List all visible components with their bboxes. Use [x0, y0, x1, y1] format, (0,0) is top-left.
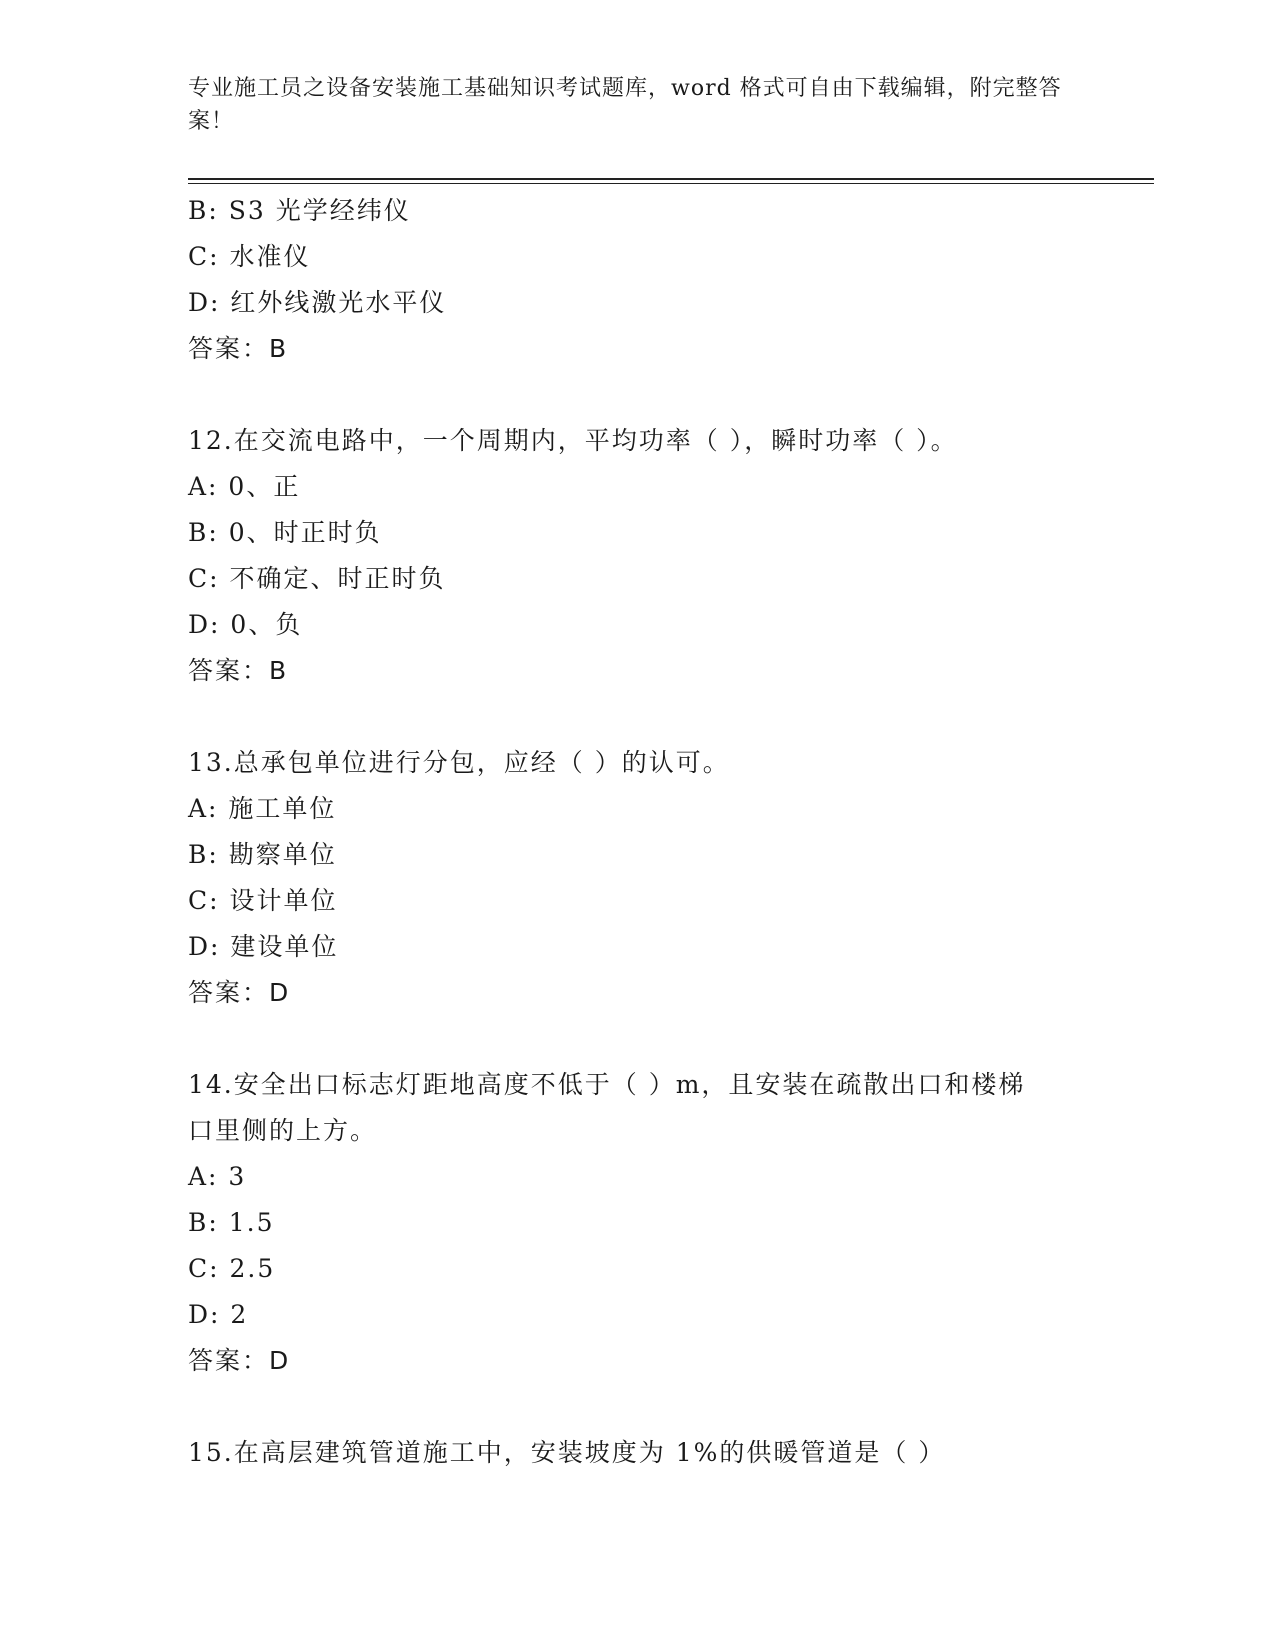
option-c: C: 不确定、时正时负 — [188, 564, 446, 593]
option-a: A: 0、正 — [188, 472, 301, 501]
header-rule-thick — [188, 178, 1154, 180]
option-d: D: 2 — [188, 1300, 249, 1329]
question-11-continued — [188, 188, 1088, 372]
spacer — [188, 1384, 1088, 1430]
option-d: D: 0、负 — [188, 610, 303, 639]
option-b: B: S3 光学经纬仪 — [188, 196, 411, 225]
option-a: A: 3 — [188, 1162, 247, 1191]
spacer — [188, 694, 1088, 740]
question-content — [188, 188, 1088, 1476]
option-c: C: 2.5 — [188, 1254, 276, 1283]
question-text: 15.在高层建筑管道施工中，安装坡度为 1%的供暖管道是（ ） — [188, 1438, 946, 1467]
option-b: B: 1.5 — [188, 1208, 275, 1237]
header-rule-thin — [188, 183, 1154, 184]
answer: 答案：D — [188, 978, 291, 1007]
option-c: C: 水准仪 — [188, 242, 311, 271]
option-d: D: 红外线激光水平仪 — [188, 288, 447, 317]
question-14 — [188, 1062, 1088, 1384]
spacer — [188, 372, 1088, 418]
question-text: 14.安全出口标志灯距地高度不低于（ ）m，且安装在疏散出口和楼梯口里侧的上方。 — [188, 1070, 1026, 1145]
option-d: D: 建设单位 — [188, 932, 339, 961]
answer: 答案：D — [188, 1346, 291, 1375]
spacer — [188, 1016, 1088, 1062]
answer: 答案：B — [188, 334, 289, 363]
question-text: 12.在交流电路中，一个周期内，平均功率（ ），瞬时功率（ ）。 — [188, 426, 958, 455]
answer: 答案：B — [188, 656, 289, 685]
question-text: 13.总承包单位进行分包，应经（ ）的认可。 — [188, 748, 730, 777]
question-12 — [188, 418, 1088, 694]
option-c: C: 设计单位 — [188, 886, 338, 915]
question-15 — [188, 1430, 1088, 1476]
option-b: B: 0、时正时负 — [188, 518, 382, 547]
document-header: 专业施工员之设备安装施工基础知识考试题库，word 格式可自由下载编辑，附完整答案！ — [188, 76, 1062, 134]
question-13 — [188, 740, 1088, 1016]
option-a: A: 施工单位 — [188, 794, 337, 823]
option-b: B: 勘察单位 — [188, 840, 337, 869]
